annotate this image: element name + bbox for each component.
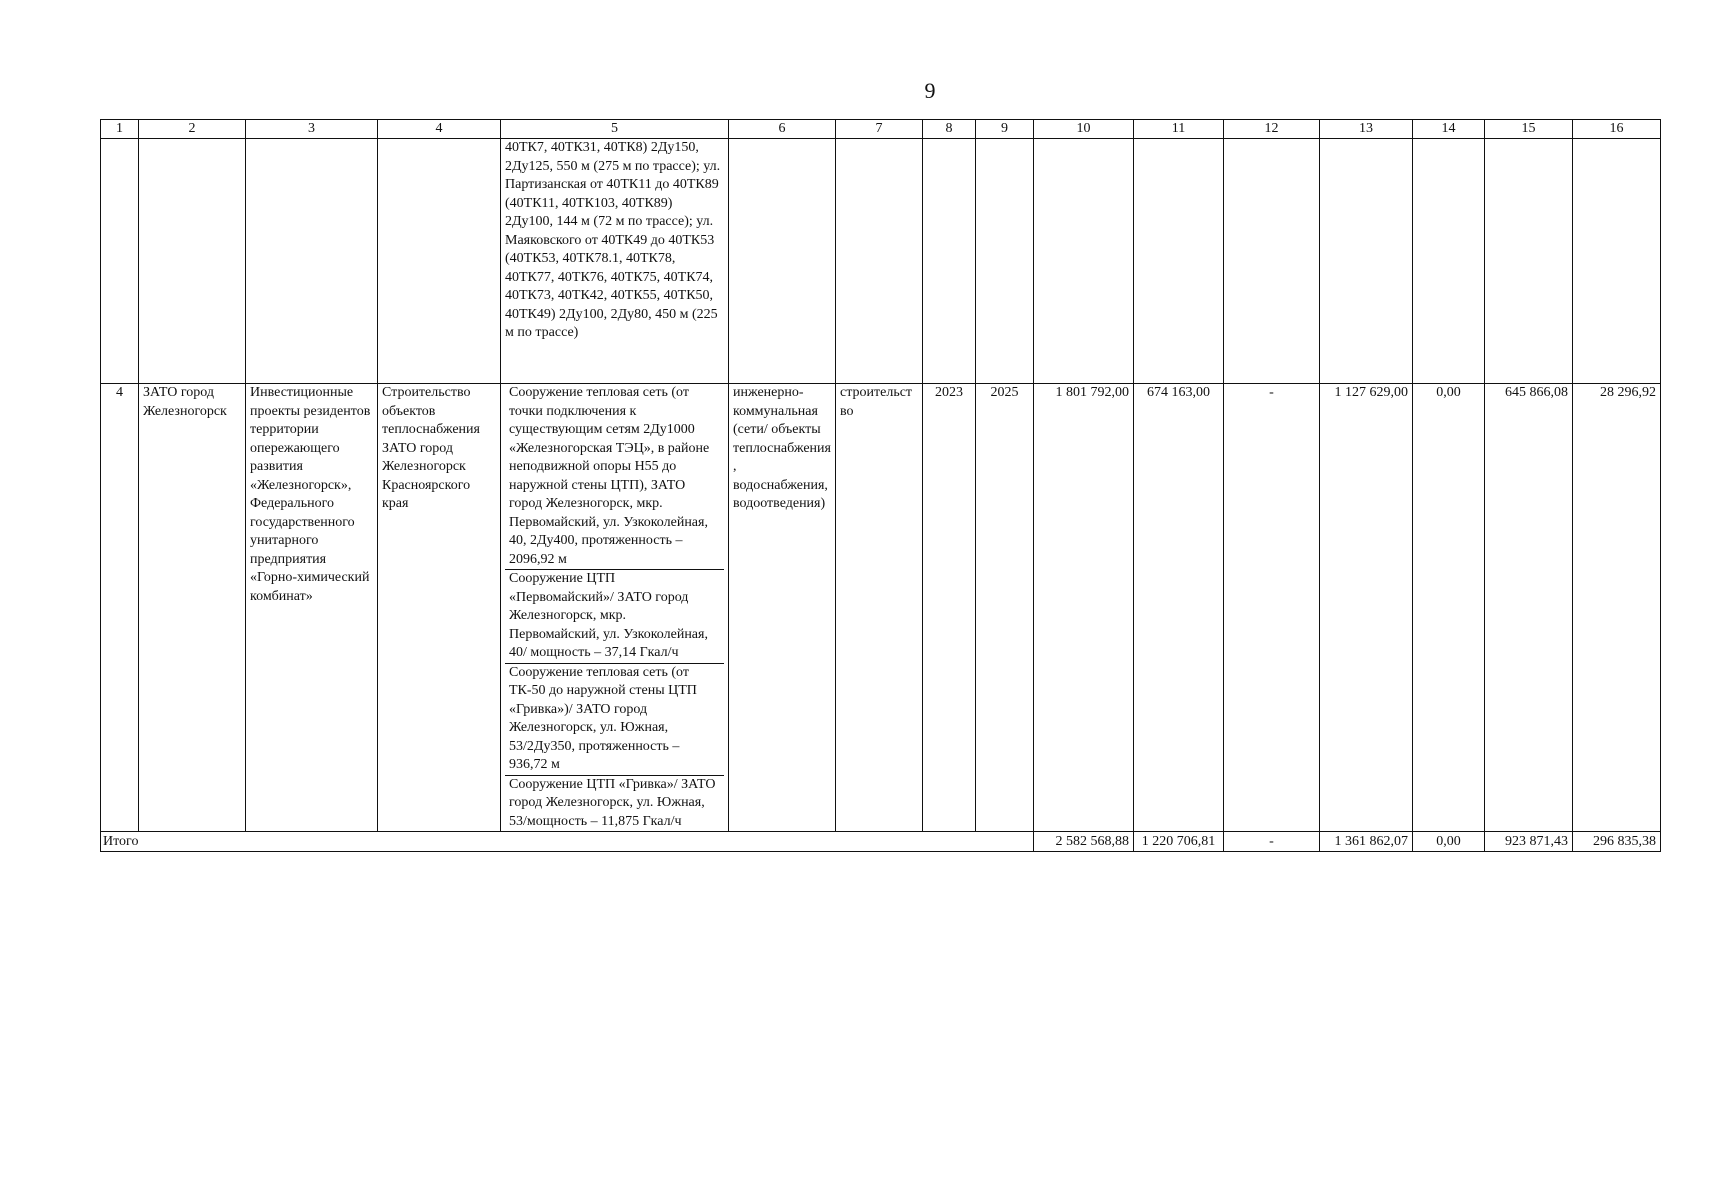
continuation-object-text: 40ТК7, 40ТК31, 40ТК8) 2Ду150, 2Ду125, 550 м (275 м по трассе); ул. Партизанская от 40ТК11 до 40ТК89 (40ТК11, 40ТК103, 40ТК89) 2Ду100, 144 м (72 м по трассе); ул. Маяковского от 40ТК49 до 40ТК53 (40ТК53, 40ТК78.1, 40ТК78, 40ТК77, 40ТК76, 40ТК75, 40ТК74, 40ТК73, 40ТК42, 40ТК55, 40ТК50, 40ТК49) 2Ду100, 2Ду80, 450 м (225 м по трассе): [501, 139, 729, 384]
amount-col15: 645 866,08: [1485, 384, 1573, 832]
municipality-cell: ЗАТО город Железногорск: [139, 384, 246, 832]
amount-col11: 674 163,00: [1134, 384, 1224, 832]
col-header-10: 10: [1034, 120, 1134, 139]
page-number: 9: [924, 78, 936, 103]
year-end-cell: 2025: [976, 384, 1034, 832]
col-header-1: 1: [101, 120, 139, 139]
program-cell: Инвестиционные проекты резидентов территории опережающего развития «Железногорск», Федерального государственного унитарного предприятия «Горно-химический комбинат»: [246, 384, 378, 832]
col-header-7: 7: [836, 120, 923, 139]
col-header-8: 8: [923, 120, 976, 139]
amount-col16: 28 296,92: [1573, 384, 1661, 832]
objects-cell: [501, 384, 729, 832]
amount-col14: 0,00: [1413, 384, 1485, 832]
total-label: Итого: [101, 832, 1034, 852]
col-header-11: 11: [1134, 120, 1224, 139]
object-item-2: Сооружение ЦТП «Первомайский»/ ЗАТО город Железногорск, мкр. Первомайский, ул. Узкоколейная, 40/ мощность – 37,14 Гкал/ч: [505, 570, 724, 664]
year-start-cell: 2023: [923, 384, 976, 832]
investment-projects-table: [100, 119, 1661, 852]
table-row: [101, 384, 1661, 832]
col-header-14: 14: [1413, 120, 1485, 139]
col-header-13: 13: [1320, 120, 1413, 139]
col-header-6: 6: [729, 120, 836, 139]
col-header-15: 15: [1485, 120, 1573, 139]
row-number: 4: [101, 384, 139, 832]
col-header-9: 9: [976, 120, 1034, 139]
col-header-16: 16: [1573, 120, 1661, 139]
amount-col10: 1 801 792,00: [1034, 384, 1134, 832]
total-row: [101, 832, 1661, 852]
continuation-row: [101, 139, 1661, 384]
col-header-5: 5: [501, 120, 729, 139]
col-header-2: 2: [139, 120, 246, 139]
col-header-3: 3: [246, 120, 378, 139]
work-type-cell: строительство: [836, 384, 923, 832]
column-number-header-row: [101, 120, 1661, 139]
total-col14: 0,00: [1413, 832, 1485, 852]
infrastructure-type-cell: инженерно-коммунальная (сети/ объекты теплоснабжения, водоснабжения, водоотведения): [729, 384, 836, 832]
amount-col12: -: [1224, 384, 1320, 832]
total-col13: 1 361 862,07: [1320, 832, 1413, 852]
total-col11: 1 220 706,81: [1134, 832, 1224, 852]
total-col15: 923 871,43: [1485, 832, 1573, 852]
object-item-4: Сооружение ЦТП «Гривка»/ ЗАТО город Железногорск, ул. Южная, 53/мощность – 11,875 Гкал/ч: [509, 776, 716, 829]
col-header-4: 4: [378, 120, 501, 139]
total-col12: -: [1224, 832, 1320, 852]
col-header-12: 12: [1224, 120, 1320, 139]
object-item-3: Сооружение тепловая сеть (от ТК-50 до наружной стены ЦТП «Гривка»)/ ЗАТО город Железногорск, ул. Южная, 53/2Ду350, протяженность – 936,72 м: [505, 664, 724, 776]
amount-col13: 1 127 629,00: [1320, 384, 1413, 832]
total-col10: 2 582 568,88: [1034, 832, 1134, 852]
object-item-1: Сооружение тепловая сеть (от точки подключения к существующим сетям 2Ду1000 «Железногорская ТЭЦ», в районе неподвижной опоры Н55 до наружной стены ЦТП), ЗАТО город Железногорск, мкр. Первомайский, ул. Узкоколейная, 40, 2Ду400, протяженность – 2096,92 м: [505, 384, 724, 570]
purpose-cell: Строительство объектов теплоснабжения ЗАТО город Железногорск Красноярского края: [378, 384, 501, 832]
total-col16: 296 835,38: [1573, 832, 1661, 852]
